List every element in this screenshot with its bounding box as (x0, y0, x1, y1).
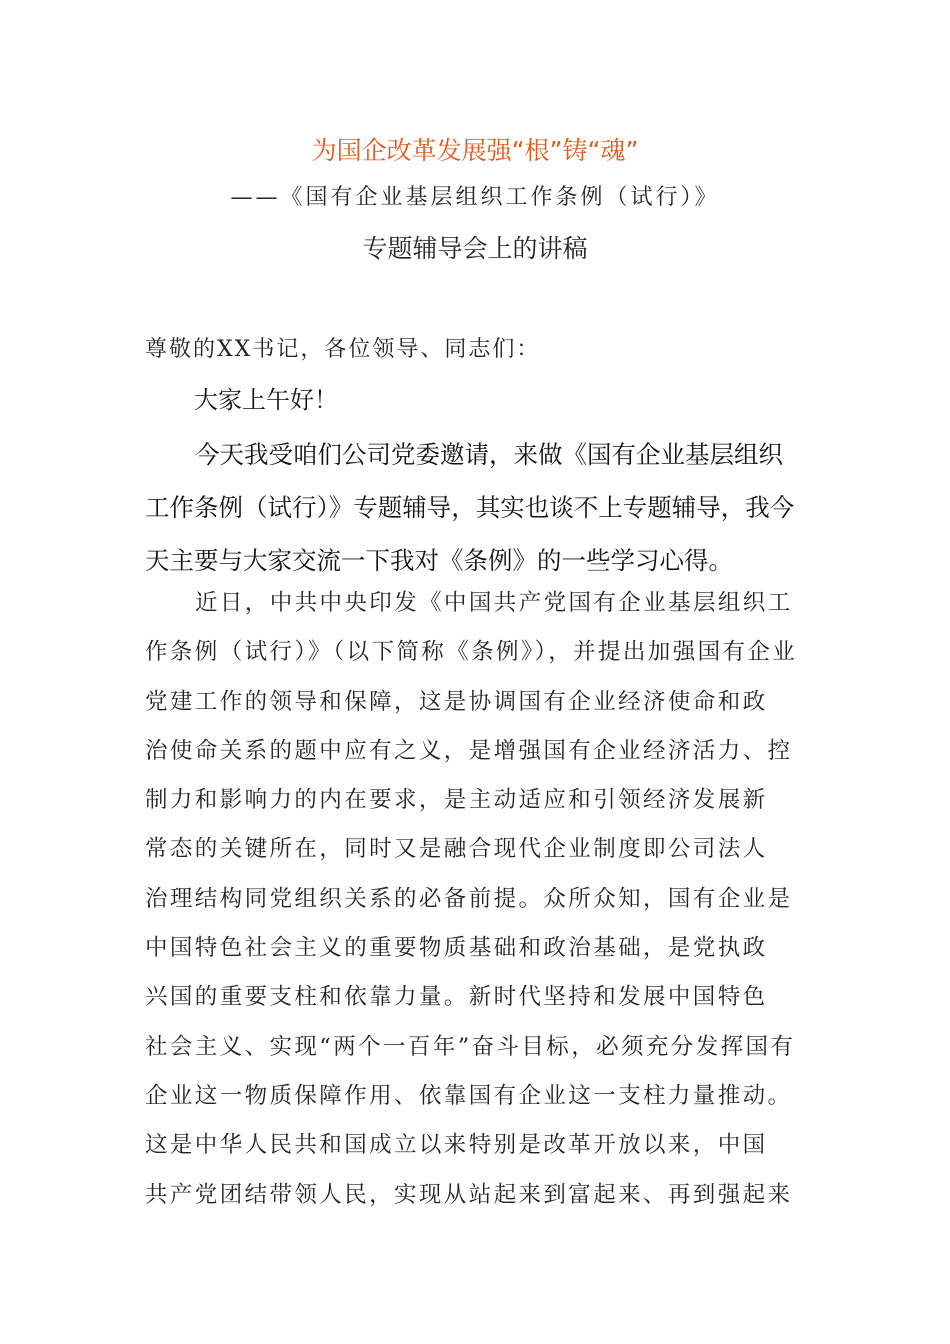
body-line: 近日，中共中央印发《中国共产党国有企业基层组织工 (195, 590, 793, 616)
intro-paragraph (145, 428, 825, 587)
intro-line: 天主要与大家交流一下我对《条例》的一些学习心得。 (145, 546, 733, 575)
body-line: 企业这一物质保障作用、依靠国有企业这一支柱力量推动。 (145, 1082, 793, 1109)
document-subtitle-2: 专题辅导会上的讲稿 (362, 234, 588, 263)
body-line: 治理结构同党组织关系的必备前提。众所众知，国有企业是 (145, 885, 793, 912)
intro-line: 今天我受咱们公司党委邀请，来做《国有企业基层组织 (195, 440, 783, 469)
body-paragraph (145, 579, 825, 1220)
document-subtitle: ——《国有企业基层组织工作条例（试行）》 (230, 185, 720, 210)
document-title: 为国企改革发展强“根”铸“魂” (311, 136, 639, 165)
body-line: 中国特色社会主义的重要物质基础和政治基础，是党执政 (145, 935, 768, 962)
greeting-line: 尊敬的XX书记，各位领导、同志们： (145, 337, 541, 362)
body-line: 这是中华人民共和国成立以来特别是改革开放以来，中国 (145, 1132, 768, 1159)
body-line: 制力和影响力的内在要求，是主动适应和引领经济发展新 (145, 787, 768, 814)
body-line: 常态的关键所在，同时又是融合现代企业制度即公司法人 (145, 836, 768, 863)
body-line: 社会主义、实现“两个一百年”奋斗目标，必须充分发挥国有 (145, 1033, 796, 1060)
intro-line: 工作条例（试行）》专题辅导，其实也谈不上专题辅导，我今 (145, 493, 795, 522)
body-line: 作条例（试行）》（以下简称《条例》），并提出加强国有企业 (145, 639, 798, 666)
body-line: 兴国的重要支柱和依靠力量。新时代坚持和发展中国特色 (145, 984, 768, 1011)
body-line: 共产党团结带领人民，实现从站起来到富起来、再到强起来 (145, 1181, 793, 1208)
hello-line: 大家上午好！ (194, 386, 338, 414)
body-line: 党建工作的领导和保障，这是协调国有企业经济使命和政 (145, 688, 768, 715)
body-line: 治使命关系的题中应有之义，是增强国有企业经济活力、控 (145, 737, 793, 764)
